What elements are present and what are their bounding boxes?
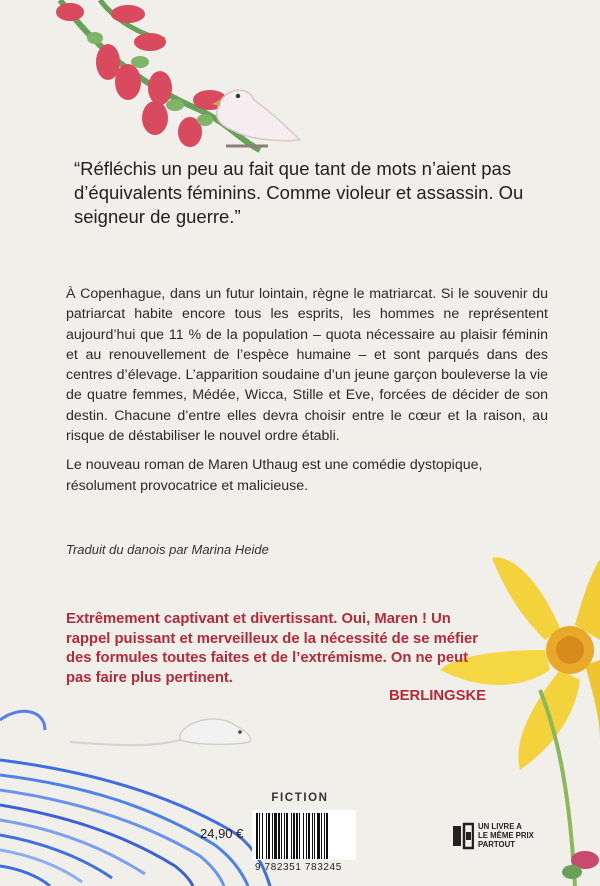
barcode-bar bbox=[308, 813, 310, 859]
barcode-bar bbox=[284, 813, 285, 859]
review-source: BERLINGSKE bbox=[388, 688, 486, 705]
prix-line-1: UN LIVRE A bbox=[478, 822, 522, 831]
barcode bbox=[252, 810, 356, 860]
barcode-bar bbox=[324, 813, 325, 859]
barcode-bar bbox=[274, 813, 277, 859]
review-text: Extrêmement captivant et divertissant. Oui, Maren ! Un rappel puissant et merveilleux de la nécessité de se méfier des formules toutes faites et de l’extrémisme. On ne peut pas faire plus pertinent. bbox=[66, 611, 479, 686]
barcode-bar bbox=[314, 813, 315, 859]
barcode-bar bbox=[299, 813, 300, 859]
epigraph-quote: “Réfléchis un peu au fait que tant de mots n’aient pas d’équivalents féminins. Comme violeur et assassin. Ou seigneur de guerre.” bbox=[74, 158, 524, 227]
genre-label: FICTION bbox=[271, 792, 329, 804]
barcode-bar bbox=[268, 813, 270, 859]
barcode-bars bbox=[252, 810, 356, 860]
mouse-illustration bbox=[70, 719, 250, 745]
barcode-bar bbox=[281, 813, 282, 859]
synopsis-paragraph-1: À Copenhague, dans un futur lointain, règne le matriarcat. Si le souvenir du patriarcat habite encore tous les esprits, les hommes ne représentent aujourd’hui que 11 % de la population – quota nécessaire au plaisir féminin et au renouvellement de l’espèce humaine – et sont parqués dans des centres d’élevage. L’apparition soudaine d’un jeune garçon bouleverse la vie de quatre femmes, Médée, Wicca, Stille et Eve, forcées de décider de son destin. Chacune d’entre elles devra choisir entre le cœur et la raison, au risque de déstabiliser le nouvel ordre établi. bbox=[66, 286, 548, 445]
price: 24,90 € bbox=[200, 826, 244, 841]
barcode-bar bbox=[266, 813, 267, 859]
barcode-bar bbox=[321, 813, 322, 859]
prix-unique-logo bbox=[452, 822, 474, 850]
barcode-bar bbox=[293, 813, 295, 859]
synopsis-paragraph-2: Le nouveau roman de Maren Uthaug est une comédie dystopique, résolument provocatrice et malicieuse. bbox=[66, 457, 483, 494]
press-review bbox=[66, 610, 486, 707]
barcode-bar bbox=[317, 813, 320, 859]
prix-unique-label bbox=[478, 822, 548, 849]
barcode-bar bbox=[312, 813, 313, 859]
prix-line-3: PARTOUT bbox=[478, 840, 515, 849]
prix-line-2: LE MÊME PRIX bbox=[478, 831, 534, 840]
barcode-bar bbox=[262, 813, 263, 859]
barcode-bar bbox=[278, 813, 280, 859]
barcode-bar bbox=[291, 813, 292, 859]
barcode-bar bbox=[286, 813, 288, 859]
barcode-bar bbox=[259, 813, 260, 859]
translator-credit: Traduit du danois par Marina Heide bbox=[66, 542, 269, 557]
barcode-bar bbox=[272, 813, 273, 859]
barcode-bar bbox=[306, 813, 307, 859]
barcode-bar bbox=[303, 813, 304, 859]
barcode-bar bbox=[326, 813, 328, 859]
barcode-bar bbox=[256, 813, 258, 859]
synopsis bbox=[66, 284, 548, 496]
bird-illustration bbox=[212, 90, 300, 146]
barcode-digits: 9 782351 783245 bbox=[255, 862, 342, 873]
barcode-bar bbox=[296, 813, 298, 859]
